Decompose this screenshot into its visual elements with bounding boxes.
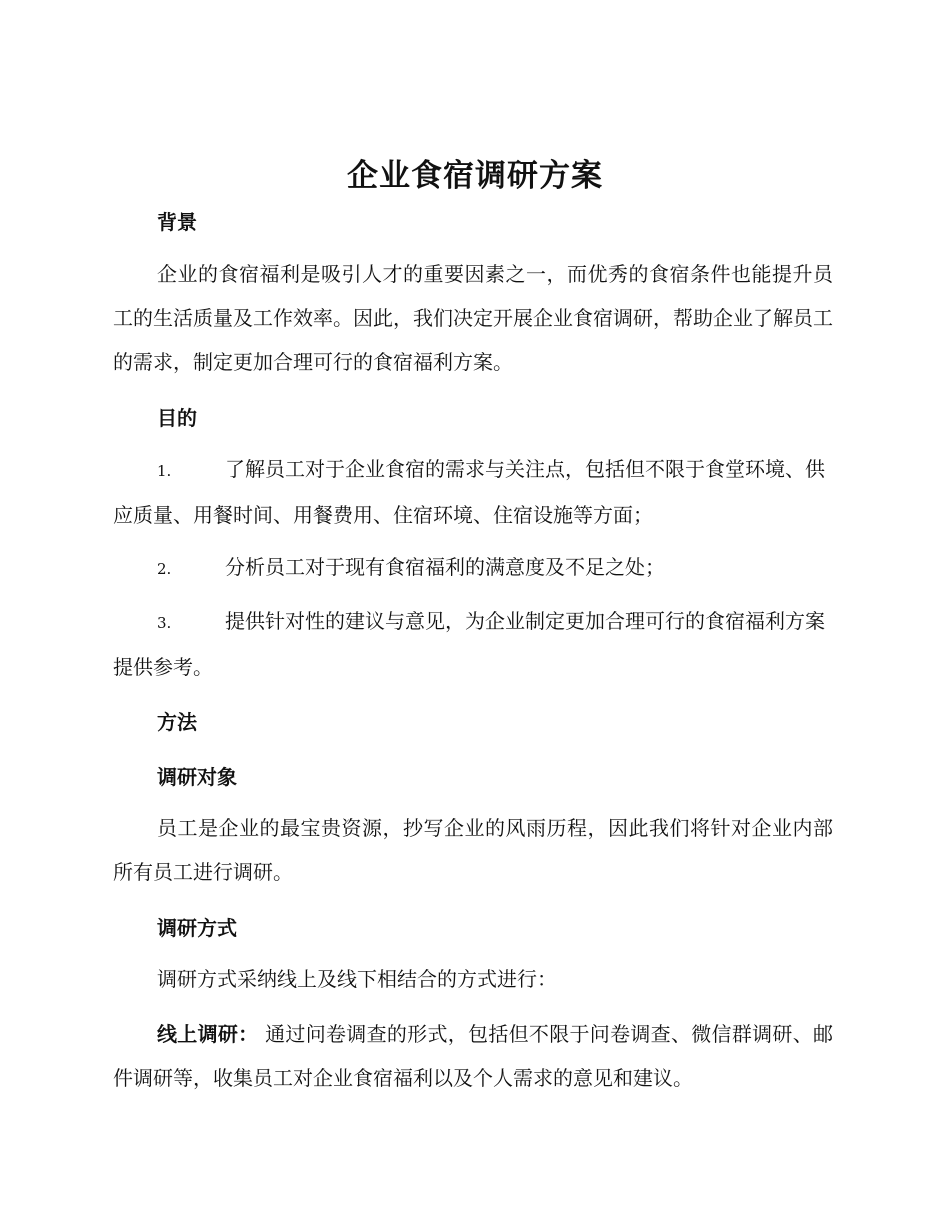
list-text: 分析员工对于现有食宿福利的满意度及不足之处； xyxy=(225,555,665,579)
survey-target-paragraph: 员工是企业的最宝贵资源，抄写企业的风雨历程，因此我们将针对企业内部所有员工进行调研。 xyxy=(113,816,833,884)
list-number: 3. xyxy=(157,614,172,632)
purpose-item-2 xyxy=(113,545,833,591)
heading-method: 方法 xyxy=(157,710,197,734)
list-text: 了解员工对于企业食宿的需求与关注点，包括但不限于食堂环境、供应质量、用餐时间、用餐费用、住宿环境、住宿设施等方面； xyxy=(113,457,825,527)
online-survey-label: 线上调研： xyxy=(157,1022,259,1046)
online-survey-paragraph xyxy=(113,1012,833,1100)
background-paragraph: 企业的食宿福利是吸引人才的重要因素之一，而优秀的食宿条件也能提升员工的生活质量及工作效率。因此，我们决定开展企业食宿调研，帮助企业了解员工的需求，制定更加合理可行的食宿福利方案。 xyxy=(113,262,833,374)
heading-survey-approach: 调研方式 xyxy=(157,916,237,940)
survey-approach-intro: 调研方式采纳线上及线下相结合的方式进行： xyxy=(157,967,557,991)
heading-background: 背景 xyxy=(157,210,197,234)
purpose-item-3 xyxy=(113,599,833,689)
document-title: 企业食宿调研方案 xyxy=(347,158,603,194)
heading-purpose: 目的 xyxy=(157,406,197,430)
online-survey-text: 通过问卷调查的形式，包括但不限于问卷调查、微信群调研、邮件调研等，收集员工对企业食宿福利以及个人需求的意见和建议。 xyxy=(113,1022,834,1090)
heading-survey-target: 调研对象 xyxy=(157,765,237,789)
list-number: 2. xyxy=(157,560,172,578)
list-text: 提供针对性的建议与意见，为企业制定更加合理可行的食宿福利方案提供参考。 xyxy=(113,609,825,679)
purpose-item-1 xyxy=(113,447,833,537)
list-number: 1. xyxy=(157,462,172,480)
